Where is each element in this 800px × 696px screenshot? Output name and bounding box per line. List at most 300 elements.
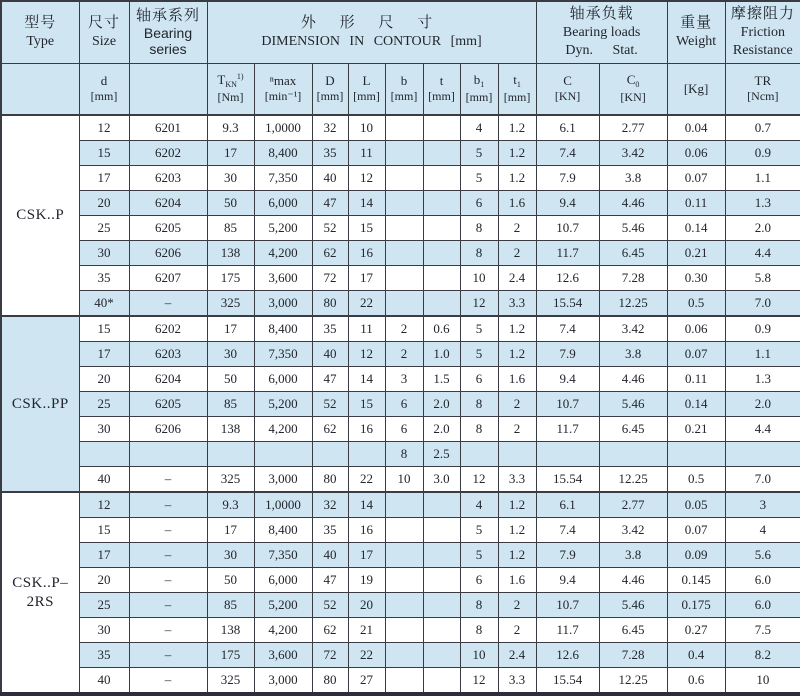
cell-nmax: 4,200 (254, 241, 312, 266)
cell-c: 7.4 (536, 141, 599, 166)
cell-tr: 4 (725, 518, 800, 543)
cell-nmax: 7,350 (254, 543, 312, 568)
header-size-en: Size (91, 33, 117, 49)
cell-L: 16 (348, 518, 385, 543)
cell-series: – (129, 593, 207, 618)
cell-nmax: 1,0000 (254, 492, 312, 518)
cell-kg: 0.11 (667, 191, 725, 216)
cell-t (423, 492, 460, 518)
cell-nmax: 7,350 (254, 166, 312, 191)
table-row (1, 141, 800, 166)
cell-nmax: 5,200 (254, 216, 312, 241)
cell-D: 35 (312, 316, 348, 342)
cell-series: – (129, 291, 207, 317)
cell-c: 10.7 (536, 216, 599, 241)
cell-kg: 0.27 (667, 618, 725, 643)
cell-d: 17 (79, 543, 129, 568)
cell-t (423, 568, 460, 593)
cell-L: 10 (348, 115, 385, 141)
cell-nmax: 5,200 (254, 593, 312, 618)
subheader-t (423, 63, 460, 115)
cell-d: 40* (79, 291, 129, 317)
cell-c: 7.4 (536, 316, 599, 342)
cell-kg: 0.21 (667, 241, 725, 266)
cell-kg: 0.11 (667, 367, 725, 392)
cell-c: 9.4 (536, 367, 599, 392)
cell-c: 15.54 (536, 291, 599, 317)
cell-t1: 1.6 (498, 367, 536, 392)
subheader-d-unit: [mm] (90, 89, 118, 104)
cell-b1: 8 (460, 618, 498, 643)
cell-t: 1.0 (423, 342, 460, 367)
cell-t1: 2 (498, 593, 536, 618)
cell-series: – (129, 568, 207, 593)
cell-series: 6207 (129, 266, 207, 291)
cell-tr: 6.0 (725, 593, 800, 618)
cell-t1 (498, 442, 536, 467)
cell-b (385, 216, 423, 241)
cell-nmax: 8,400 (254, 518, 312, 543)
cell-b1: 4 (460, 115, 498, 141)
cell-t1: 1.2 (498, 115, 536, 141)
cell-c0: 3.8 (599, 543, 667, 568)
cell-c0: 5.46 (599, 593, 667, 618)
cell-L (348, 442, 385, 467)
table-row (1, 643, 800, 668)
cell-t1: 2 (498, 392, 536, 417)
table-row (1, 593, 800, 618)
cell-t1: 2 (498, 618, 536, 643)
cell-d: 25 (79, 392, 129, 417)
cell-kg: 0.5 (667, 467, 725, 493)
header-type (1, 1, 79, 63)
header-dimension-en: DIMENSION IN CONTOUR [mm] (261, 33, 482, 49)
cell-nmax: 3,000 (254, 291, 312, 317)
header-loads-en: Bearing loads (562, 25, 641, 41)
subheader-c0-symbol: C (626, 72, 636, 88)
header-dimension (207, 1, 536, 63)
subheader-nmax-unit: [min⁻¹] (264, 89, 302, 104)
subheader-t-symbol: t (439, 73, 444, 89)
cell-c0: 7.28 (599, 643, 667, 668)
cell-L: 20 (348, 593, 385, 618)
cell-tkn: 138 (207, 241, 254, 266)
cell-b1: 12 (460, 668, 498, 695)
cell-b: 2 (385, 342, 423, 367)
cell-tr: 2.0 (725, 216, 800, 241)
cell-D: 80 (312, 668, 348, 695)
cell-tr: 7.5 (725, 618, 800, 643)
subheader-series-empty (129, 63, 207, 115)
cell-c: 7.4 (536, 518, 599, 543)
cell-c0: 12.25 (599, 291, 667, 317)
header-friction-en2: Resistance (732, 42, 793, 58)
cell-nmax: 4,200 (254, 417, 312, 442)
cell-tkn: 325 (207, 291, 254, 317)
cell-b1: 8 (460, 417, 498, 442)
subheader-tkn-unit: [Nm] (217, 90, 244, 105)
cell-tr: 1.3 (725, 367, 800, 392)
subheader-b-unit: [mm] (390, 89, 418, 104)
cell-b (385, 618, 423, 643)
cell-L: 19 (348, 568, 385, 593)
type-label: CSK..P–2RS (1, 492, 79, 694)
cell-c: 11.7 (536, 417, 599, 442)
cell-D: 52 (312, 216, 348, 241)
table-row (1, 291, 800, 317)
cell-tkn: 325 (207, 467, 254, 493)
section-CSK..P–2RS (1, 492, 800, 694)
table-row (1, 191, 800, 216)
cell-nmax: 8,400 (254, 316, 312, 342)
cell-tr: 8.2 (725, 643, 800, 668)
cell-c0 (599, 442, 667, 467)
cell-c: 6.1 (536, 492, 599, 518)
cell-c0: 3.8 (599, 166, 667, 191)
subheader-nmax (254, 63, 312, 115)
cell-b (385, 668, 423, 695)
cell-c0: 3.42 (599, 141, 667, 166)
cell-series: 6206 (129, 417, 207, 442)
cell-kg: 0.6 (667, 668, 725, 695)
cell-series: 6204 (129, 191, 207, 216)
cell-c0: 7.28 (599, 266, 667, 291)
cell-nmax: 6,000 (254, 568, 312, 593)
cell-series: 6204 (129, 367, 207, 392)
cell-t (423, 166, 460, 191)
header-friction-zh: 摩擦阻力 (730, 6, 795, 23)
cell-d: 35 (79, 643, 129, 668)
subheader-b1: $b_1$ [mm] (460, 63, 498, 115)
cell-L: 12 (348, 166, 385, 191)
cell-series: 6202 (129, 141, 207, 166)
cell-D: 62 (312, 241, 348, 266)
cell-L: 15 (348, 216, 385, 241)
cell-nmax: 4,200 (254, 618, 312, 643)
cell-c: 15.54 (536, 467, 599, 493)
cell-c: 11.7 (536, 618, 599, 643)
cell-series: 6205 (129, 392, 207, 417)
cell-c0: 4.46 (599, 191, 667, 216)
cell-b (385, 241, 423, 266)
subheader-c0-unit: [KN] (620, 90, 646, 105)
cell-t (423, 141, 460, 166)
cell-b1: 5 (460, 518, 498, 543)
cell-series (129, 442, 207, 467)
cell-d: 35 (79, 266, 129, 291)
cell-nmax: 6,000 (254, 367, 312, 392)
header-series (129, 1, 207, 63)
cell-d: 17 (79, 342, 129, 367)
cell-t: 2.5 (423, 442, 460, 467)
cell-b1: 5 (460, 342, 498, 367)
header-size (79, 1, 129, 63)
cell-D: 80 (312, 467, 348, 493)
cell-tkn: 30 (207, 543, 254, 568)
cell-tkn: 85 (207, 593, 254, 618)
cell-b1: 4 (460, 492, 498, 518)
cell-b1: 8 (460, 241, 498, 266)
subheader-b-symbol: b (400, 73, 408, 89)
subheader-tr-symbol: TR (754, 73, 772, 89)
cell-tkn: 85 (207, 216, 254, 241)
subheader-type-empty (1, 63, 79, 115)
cell-d: 12 (79, 115, 129, 141)
cell-nmax: 1,0000 (254, 115, 312, 141)
table-row (1, 518, 800, 543)
cell-b1: 5 (460, 316, 498, 342)
cell-b1: 5 (460, 543, 498, 568)
cell-series: – (129, 492, 207, 518)
cell-L: 16 (348, 417, 385, 442)
cell-D: 40 (312, 342, 348, 367)
subheader-b1-unit: [mm] (465, 90, 493, 105)
header-friction-en: Friction (740, 25, 786, 41)
cell-d: 30 (79, 618, 129, 643)
table-row (1, 241, 800, 266)
cell-d: 25 (79, 216, 129, 241)
cell-t (423, 115, 460, 141)
cell-tr: 5.6 (725, 543, 800, 568)
table-row (1, 342, 800, 367)
cell-b (385, 191, 423, 216)
cell-t1: 2.4 (498, 643, 536, 668)
cell-series: – (129, 668, 207, 695)
cell-b1: 10 (460, 266, 498, 291)
header-weight (667, 1, 725, 63)
cell-L: 21 (348, 618, 385, 643)
table-row (1, 417, 800, 442)
cell-L: 11 (348, 316, 385, 342)
cell-t (423, 241, 460, 266)
cell-D (312, 442, 348, 467)
cell-tkn: 30 (207, 342, 254, 367)
cell-d (79, 442, 129, 467)
cell-b (385, 166, 423, 191)
cell-c: 6.1 (536, 115, 599, 141)
subheader-c (536, 63, 599, 115)
cell-b1: 5 (460, 141, 498, 166)
cell-t1: 1.2 (498, 342, 536, 367)
table-row (1, 442, 800, 467)
cell-b (385, 492, 423, 518)
cell-series: – (129, 618, 207, 643)
cell-t1: 1.2 (498, 518, 536, 543)
cell-tkn: 17 (207, 518, 254, 543)
cell-tkn: 175 (207, 643, 254, 668)
cell-D: 32 (312, 115, 348, 141)
cell-tr: 1.1 (725, 166, 800, 191)
cell-c: 10.7 (536, 392, 599, 417)
header-loads-dyn-stat: Dyn. Stat. (565, 42, 638, 58)
cell-series: – (129, 467, 207, 493)
cell-L: 22 (348, 291, 385, 317)
cell-kg: 0.14 (667, 392, 725, 417)
cell-tkn: 9.3 (207, 115, 254, 141)
cell-series: 6203 (129, 166, 207, 191)
cell-t1: 3.3 (498, 467, 536, 493)
cell-d: 30 (79, 241, 129, 266)
cell-nmax: 8,400 (254, 141, 312, 166)
table-row (1, 216, 800, 241)
cell-b: 3 (385, 367, 423, 392)
cell-d: 17 (79, 166, 129, 191)
cell-b (385, 593, 423, 618)
cell-b1: 6 (460, 568, 498, 593)
cell-t (423, 518, 460, 543)
cell-nmax: 7,350 (254, 342, 312, 367)
cell-L: 17 (348, 543, 385, 568)
cell-kg: 0.05 (667, 492, 725, 518)
cell-t (423, 668, 460, 695)
cell-t1: 2 (498, 417, 536, 442)
table-row (1, 668, 800, 695)
cell-t1: 1.2 (498, 141, 536, 166)
header-weight-zh: 重量 (680, 15, 713, 32)
cell-nmax (254, 442, 312, 467)
cell-D: 52 (312, 392, 348, 417)
cell-c (536, 442, 599, 467)
cell-b1: 12 (460, 291, 498, 317)
cell-b1 (460, 442, 498, 467)
cell-tr: 3 (725, 492, 800, 518)
cell-D: 80 (312, 291, 348, 317)
cell-kg: 0.4 (667, 643, 725, 668)
cell-nmax: 3,000 (254, 467, 312, 493)
cell-tkn: 325 (207, 668, 254, 695)
cell-D: 62 (312, 417, 348, 442)
header-series-en: Bearing series (143, 25, 193, 57)
cell-tkn (207, 442, 254, 467)
cell-b (385, 643, 423, 668)
cell-L: 14 (348, 367, 385, 392)
type-label: CSK..P (1, 115, 79, 316)
cell-d: 40 (79, 668, 129, 695)
cell-c0: 4.46 (599, 367, 667, 392)
cell-kg: 0.21 (667, 417, 725, 442)
cell-t (423, 593, 460, 618)
subheader-tkn: $T_{KN}^{1)}$ [Nm] (207, 63, 254, 115)
cell-L: 12 (348, 342, 385, 367)
cell-d: 15 (79, 141, 129, 166)
header-loads-zh: 轴承负载 (569, 6, 634, 23)
cell-series: 6205 (129, 216, 207, 241)
cell-b1: 12 (460, 467, 498, 493)
subheader-D (312, 63, 348, 115)
cell-t1: 2.4 (498, 266, 536, 291)
cell-tr: 7.0 (725, 291, 800, 317)
cell-tr: 10 (725, 668, 800, 695)
subheader-t-unit: [mm] (428, 89, 455, 104)
cell-series: 6202 (129, 316, 207, 342)
cell-nmax: 6,000 (254, 191, 312, 216)
cell-c0: 6.45 (599, 618, 667, 643)
cell-t (423, 266, 460, 291)
cell-tr: 4.4 (725, 241, 800, 266)
table-row (1, 492, 800, 518)
header-series-zh: 轴承系列 (135, 8, 200, 25)
cell-t1: 1.6 (498, 191, 536, 216)
cell-kg: 0.06 (667, 316, 725, 342)
subheader-t1: $t_1$ [mm] (498, 63, 536, 115)
cell-kg: 0.07 (667, 518, 725, 543)
cell-c: 10.7 (536, 593, 599, 618)
table-row (1, 266, 800, 291)
subheader-tr (725, 63, 800, 115)
cell-kg: 0.07 (667, 342, 725, 367)
cell-t (423, 191, 460, 216)
cell-L: 11 (348, 141, 385, 166)
cell-d: 30 (79, 417, 129, 442)
cell-D: 47 (312, 191, 348, 216)
cell-nmax: 5,200 (254, 392, 312, 417)
cell-c: 12.6 (536, 643, 599, 668)
cell-b (385, 141, 423, 166)
section-CSK..P (1, 115, 800, 316)
cell-nmax: 3,600 (254, 643, 312, 668)
cell-d: 40 (79, 467, 129, 493)
cell-b (385, 115, 423, 141)
cell-c0: 3.42 (599, 316, 667, 342)
type-label: CSK..PP (1, 316, 79, 492)
cell-b1: 6 (460, 191, 498, 216)
cell-b (385, 518, 423, 543)
cell-t1: 1.2 (498, 166, 536, 191)
cell-t (423, 216, 460, 241)
header-type-zh: 型号 (24, 15, 57, 32)
cell-b1: 8 (460, 392, 498, 417)
cell-b: 10 (385, 467, 423, 493)
cell-series: – (129, 518, 207, 543)
cell-kg: 0.06 (667, 141, 725, 166)
subheader-b1-symbol: b (473, 72, 481, 88)
cell-tr: 1.3 (725, 191, 800, 216)
cell-d: 25 (79, 593, 129, 618)
cell-d: 15 (79, 316, 129, 342)
cell-b (385, 291, 423, 317)
table-row (1, 618, 800, 643)
cell-tkn: 17 (207, 316, 254, 342)
cell-t1: 2 (498, 216, 536, 241)
cell-tkn: 138 (207, 417, 254, 442)
subheader-t1-symbol: t (513, 72, 517, 88)
cell-c: 7.9 (536, 166, 599, 191)
cell-b (385, 543, 423, 568)
header-row-units (1, 63, 800, 115)
subheader-kg (667, 63, 725, 115)
cell-series: 6201 (129, 115, 207, 141)
cell-kg: 0.175 (667, 593, 725, 618)
cell-b: 6 (385, 392, 423, 417)
cell-tr: 2.0 (725, 392, 800, 417)
cell-t1: 1.2 (498, 316, 536, 342)
subheader-d-symbol: d (100, 73, 108, 89)
table-header (1, 1, 800, 115)
subheader-L (348, 63, 385, 115)
table-row (1, 543, 800, 568)
cell-c0: 12.25 (599, 668, 667, 695)
cell-tr: 0.9 (725, 316, 800, 342)
cell-D: 32 (312, 492, 348, 518)
cell-D: 52 (312, 593, 348, 618)
cell-t: 2.0 (423, 392, 460, 417)
cell-c0: 6.45 (599, 417, 667, 442)
header-loads (536, 1, 667, 63)
cell-nmax: 3,600 (254, 266, 312, 291)
cell-c0: 3.8 (599, 342, 667, 367)
cell-kg: 0.5 (667, 291, 725, 317)
cell-L: 14 (348, 492, 385, 518)
